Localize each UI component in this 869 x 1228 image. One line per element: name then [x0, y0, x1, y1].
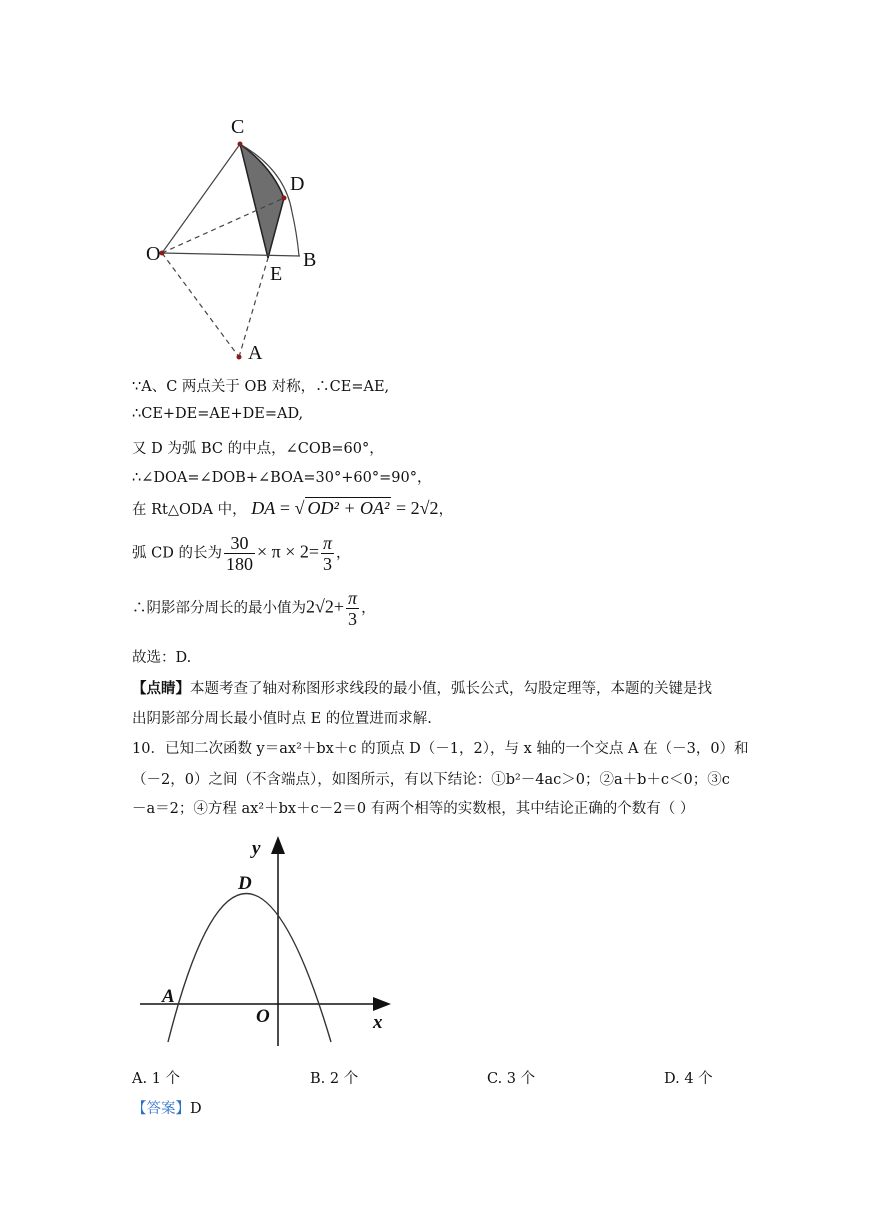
- line6-mid: × π × 2=: [256, 541, 319, 562]
- solution-line-3: 又 D 为弧 BC 的中点，∠COB=60°，: [132, 441, 384, 457]
- line7-prefix: ∴阴影部分周长的最小值为: [132, 600, 306, 617]
- fraction-pi-3: [321, 533, 334, 574]
- line6-suffix: ，: [336, 545, 351, 562]
- parabola-curve: [168, 894, 331, 1043]
- point-c: [238, 142, 243, 147]
- point-a: [237, 355, 242, 360]
- line5-lhs: DA: [251, 498, 276, 518]
- comment-tag: 【点睛】: [132, 680, 190, 697]
- comment-line-1: [132, 677, 712, 698]
- line6-three: 3: [323, 554, 333, 574]
- label-b: B: [303, 249, 317, 271]
- solution-line-7: [132, 588, 376, 629]
- question-10-line-2: （－2，0）之间（不含端点），如图所示，有以下结论：①b²－4ac＞0；②a＋b＋c＜0；③c: [132, 772, 730, 788]
- label-c: C: [231, 116, 245, 138]
- question-10-line-1: 10．已知二次函数 y＝ax²＋bx＋c 的顶点 D（－1，2），与 x 轴的一个交点 A 在（－3，0）和: [132, 741, 749, 757]
- x-axis-arrow: [373, 997, 391, 1011]
- sqrt-symbol: √: [294, 498, 305, 518]
- segment-oa: [162, 253, 239, 357]
- option-d[interactable]: D. 4 个: [664, 1071, 713, 1087]
- option-c[interactable]: C. 3 个: [487, 1071, 536, 1087]
- line6-prefix: 弧 CD 的长为: [132, 545, 222, 562]
- point-d: [282, 196, 287, 201]
- geometry-figure: [140, 112, 340, 372]
- line7-expr: 2√2+: [306, 596, 345, 617]
- answer-value: D: [190, 1101, 202, 1117]
- comment-line-2: 出阴影部分周长最小值时点 E 的位置进而求解.: [132, 711, 432, 727]
- question-10-line-3: －a＝2；④方程 ax²＋bx＋c－2＝0 有两个相等的实数根，其中结论正确的个数有（ ）: [132, 801, 695, 817]
- option-b[interactable]: B. 2 个: [310, 1071, 359, 1087]
- line5-prefix: 在 Rt△ODA 中，: [132, 502, 247, 518]
- label-point-a: A: [162, 986, 175, 1007]
- answer-line: [132, 1097, 202, 1118]
- label-o: O: [146, 243, 161, 265]
- line5-suffix: ，: [438, 502, 454, 518]
- y-axis-arrow: [271, 836, 285, 854]
- comment-text-1: 本题考查了轴对称图形求线段的最小值，弧长公式，勾股定理等，本题的关键是找: [190, 681, 712, 697]
- solution-line-6: [132, 533, 351, 574]
- line5-radicand: OD² + OA²: [307, 498, 390, 518]
- label-d: D: [290, 173, 305, 195]
- label-y: y: [252, 838, 261, 859]
- solution-line-1: ∵A、C 两点关于 OB 对称，∴CE=AE,: [132, 379, 390, 395]
- line6-pi: π: [323, 533, 333, 553]
- label-e: E: [270, 263, 283, 285]
- segment-oc: [162, 144, 240, 253]
- solution-line-5: [132, 497, 453, 519]
- line7-pi: π: [348, 588, 358, 608]
- parabola-figure: [135, 830, 405, 1055]
- line5-rhs: = 2√2: [396, 498, 439, 518]
- line6-den: 180: [225, 554, 253, 574]
- line7-three: 3: [348, 609, 358, 629]
- line6-num: 30: [224, 533, 255, 554]
- fraction-30-180: [224, 533, 255, 574]
- solution-line-2: ∴CE+DE=AE+DE=AD,: [132, 406, 304, 422]
- label-x: x: [373, 1012, 383, 1033]
- answer-tag: 【答案】: [132, 1101, 190, 1117]
- label-a: A: [248, 342, 263, 364]
- choose-answer: 故选：D.: [132, 650, 192, 666]
- segment-ob: [162, 253, 300, 256]
- line5-eq: =: [279, 498, 290, 518]
- option-a[interactable]: A. 1 个: [132, 1071, 181, 1087]
- line7-suffix: ，: [361, 600, 376, 617]
- label-vertex-d: D: [238, 873, 252, 894]
- solution-line-4: ∴∠DOA=∠DOB+∠BOA=30°+60°=90°，: [132, 470, 432, 486]
- label-origin: O: [256, 1006, 270, 1027]
- fraction-pi-3-b: [346, 588, 359, 629]
